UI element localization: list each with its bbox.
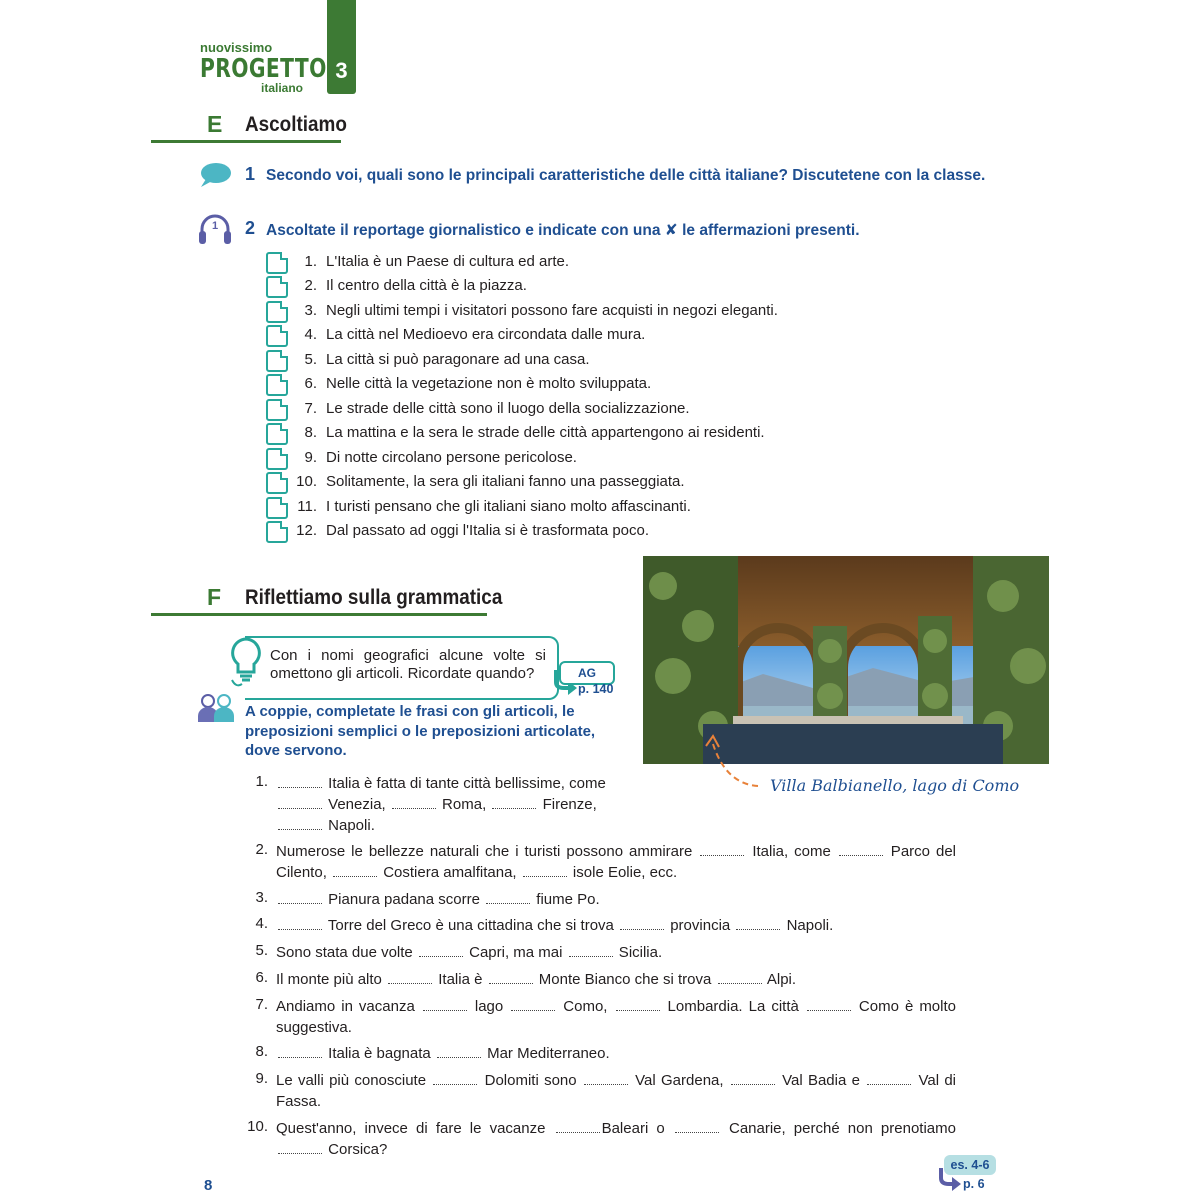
sentence-fragment: Numerose le bellezze naturali che i turisti possono ammirare [276, 843, 699, 860]
exercise-1-number: 1 [245, 164, 256, 184]
blank-field[interactable] [867, 1073, 911, 1085]
sentence-fragment: Corsica? [324, 1141, 388, 1158]
fill-in-sentence [276, 969, 956, 990]
section-f-underline [151, 613, 487, 616]
fill-in-sentence [276, 773, 626, 836]
workbook-exercise-page[interactable]: p. 6 [963, 1177, 985, 1191]
tip-text: Con i nomi geografici alcune volte si omettono gli articoli. Ricordate quando? [270, 647, 546, 682]
headphones-icon [197, 211, 233, 247]
sentence-fragment: Val Badia e [776, 1072, 866, 1089]
sentence-number: 3. [255, 889, 268, 906]
statement-checkbox[interactable] [266, 497, 288, 519]
sentence-fragment: Canarie, perché non prenotiamo [720, 1120, 956, 1137]
statement-text: La mattina e la sera le strade delle città appartengono ai residenti. [326, 424, 765, 441]
sentence-fragment: Capri, ma mai [464, 944, 567, 961]
section-e-letter: E [207, 111, 223, 137]
page-number: 8 [204, 1177, 213, 1194]
statement-number: 12. [296, 522, 317, 539]
sentence-fragment: Italia è [434, 971, 487, 988]
sentence-fragment: Como, [557, 998, 614, 1015]
statement-number: 1. [304, 253, 317, 270]
sentence-fragment: Lombardia. La città [661, 998, 805, 1015]
sentence-number: 4. [255, 915, 268, 932]
statement-checkbox[interactable] [266, 252, 288, 274]
sentence-fragment: Parco del Cilento, [276, 843, 956, 881]
blank-field[interactable] [433, 1073, 477, 1085]
blank-field[interactable] [392, 797, 436, 809]
sentence-fragment: Costiera amalfitana, [379, 864, 521, 881]
blank-field[interactable] [278, 797, 322, 809]
statement-number: 9. [304, 449, 317, 466]
statement-checkbox[interactable] [266, 423, 288, 445]
statement-text: L'Italia è un Paese di cultura ed arte. [326, 253, 570, 270]
fill-in-sentence [276, 996, 956, 1038]
workbook-exercise-badge[interactable]: es. 4-6 [944, 1155, 996, 1175]
exercise-2-number: 2 [245, 218, 256, 238]
section-e-title: Ascoltiamo [245, 113, 347, 136]
villa-balbianello-photo [643, 556, 1049, 764]
exercise-2-text-after: le affermazioni presenti. [682, 222, 860, 239]
sentence-number: 8. [255, 1043, 268, 1060]
statement-number: 6. [304, 375, 317, 392]
blank-field[interactable] [278, 1142, 322, 1154]
statement-number: 4. [304, 326, 317, 343]
blank-field[interactable] [523, 865, 567, 877]
blank-field[interactable] [700, 844, 744, 856]
blank-field[interactable] [333, 865, 377, 877]
statement-text: Nelle città la vegetazione non è molto sviluppata. [326, 375, 652, 392]
sentence-fragment: Andiamo in vacanza [276, 998, 421, 1015]
blank-field[interactable] [486, 892, 530, 904]
blank-field[interactable] [437, 1046, 481, 1058]
statement-text: Le strade delle città sono il luogo della socializzazione. [326, 400, 690, 417]
exercise-instruction: A coppie, completate le frasi con gli articoli, le preposizioni semplici o le preposizioni articolate, dove servono. [245, 703, 596, 759]
blank-field[interactable] [675, 1121, 719, 1133]
sentence-fragment: Baleari o [601, 1120, 673, 1137]
blank-field[interactable] [278, 1046, 322, 1058]
statement-number: 2. [304, 277, 317, 294]
sentence-fragment: provincia [666, 917, 735, 934]
statement-text: La città si può paragonare ad una casa. [326, 351, 590, 368]
statement-number: 7. [304, 400, 317, 417]
grammar-reference-page[interactable]: p. 140 [578, 682, 614, 696]
blank-field[interactable] [278, 892, 322, 904]
sentence-fragment: Torre del Greco è una cittadina che si trova [324, 917, 619, 934]
sentence-fragment: Napoli. [782, 917, 834, 934]
sentence-number: 6. [255, 969, 268, 986]
logo-line2: PROGETTO [200, 54, 327, 84]
sentence-number: 5. [255, 942, 268, 959]
sentence-number: 2. [255, 841, 268, 858]
sentence-fragment: Venezia, [324, 796, 390, 813]
fill-in-sentence [276, 841, 956, 883]
sentence-fragment: Dolomiti sono [479, 1072, 582, 1089]
blank-field[interactable] [492, 797, 536, 809]
sentence-fragment: Roma, [437, 796, 491, 813]
statement-checkbox[interactable] [266, 276, 288, 298]
sentence-number: 1. [255, 773, 268, 790]
blank-field[interactable] [278, 776, 322, 788]
sentence-fragment: Quest'anno, invece di fare le vacanze [276, 1120, 554, 1137]
blank-field[interactable] [556, 1121, 600, 1133]
statement-number: 11. [297, 498, 317, 515]
x-mark: ✘ [664, 222, 678, 239]
sentence-fragment: lago [468, 998, 510, 1015]
statement-checkbox[interactable] [266, 374, 288, 396]
blank-field[interactable] [278, 918, 322, 930]
fill-in-sentence [276, 1043, 956, 1064]
sentence-fragment: Val Gardena, [629, 1072, 729, 1089]
sentence-fragment: Sono stata due volte [276, 944, 417, 961]
fill-in-sentence [276, 915, 956, 936]
blank-field[interactable] [278, 818, 322, 830]
statement-checkbox[interactable] [266, 472, 288, 494]
sentence-number: 7. [255, 996, 268, 1013]
statement-checkbox[interactable] [266, 301, 288, 323]
exercise-1-text: Secondo voi, quali sono le principali caratteristiche delle città italiane? Discutetene con la classe. [266, 167, 986, 184]
sentence-fragment: isole Eolie, ecc. [568, 864, 678, 881]
statement-text: La città nel Medioevo era circondata dalle mura. [326, 326, 646, 343]
sentence-fragment: Pianura padana scorre [324, 891, 485, 908]
sentence-fragment: Sicilia. [614, 944, 663, 961]
fill-in-sentence [276, 1118, 956, 1160]
blank-field[interactable] [839, 844, 883, 856]
statement-checkbox[interactable] [266, 325, 288, 347]
sentence-fragment: fiume Po. [532, 891, 600, 908]
sentence-fragment: Le valli più conosciute [276, 1072, 432, 1089]
blank-field[interactable] [584, 1073, 628, 1085]
blank-field[interactable] [616, 999, 660, 1011]
sentence-fragment: Il monte più alto [276, 971, 387, 988]
blank-field[interactable] [736, 918, 780, 930]
sentence-fragment: Italia è fatta di tante città bellissime, come [324, 775, 606, 792]
statement-checkbox[interactable] [266, 521, 288, 543]
fill-in-sentence [276, 942, 956, 963]
sentence-fragment: Val di Fassa. [276, 1072, 956, 1110]
blank-field[interactable] [511, 999, 555, 1011]
pair-work-icon [196, 692, 236, 724]
statement-checkbox[interactable] [266, 350, 288, 372]
blank-field[interactable] [388, 972, 432, 984]
caption-arrow-icon [700, 734, 762, 790]
statement-checkbox[interactable] [266, 399, 288, 421]
sentence-fragment: Alpi. [763, 971, 797, 988]
blank-field[interactable] [569, 945, 613, 957]
blank-field[interactable] [807, 999, 851, 1011]
statement-number: 3. [304, 302, 317, 319]
sentence-number: 9. [255, 1070, 268, 1087]
grammar-reference-badge[interactable]: AG [559, 661, 615, 685]
blank-field[interactable] [489, 972, 533, 984]
volume-tab [327, 0, 356, 94]
statement-text: Solitamente, la sera gli italiani fanno una passeggiata. [326, 473, 685, 490]
speech-bubble-icon [198, 162, 232, 188]
blank-field[interactable] [731, 1073, 775, 1085]
logo-line3: italiano [261, 81, 304, 95]
volume-number: 3 [335, 58, 348, 83]
statement-text: Dal passato ad oggi l'Italia si è trasformata poco. [326, 522, 650, 539]
blank-field[interactable] [419, 945, 463, 957]
statement-text: Il centro della città è la piazza. [326, 277, 527, 294]
section-f-title: Riflettiamo sulla grammatica [245, 586, 503, 609]
statement-number: 10. [296, 473, 317, 490]
sentence-fragment: Italia, come [746, 843, 837, 860]
section-f-letter: F [207, 584, 222, 610]
statement-number: 8. [304, 424, 317, 441]
blank-field[interactable] [620, 918, 664, 930]
sentence-fragment: Como è molto suggestiva. [276, 998, 956, 1036]
blank-field[interactable] [423, 999, 467, 1011]
statement-text: Negli ultimi tempi i visitatori possono fare acquisti in negozi eleganti. [326, 302, 778, 319]
sentence-fragment: Mar Mediterraneo. [482, 1045, 610, 1062]
sentence-fragment: Napoli. [324, 817, 375, 834]
statement-text: I turisti pensano che gli italiani siano molto affascinanti. [326, 498, 691, 515]
sentence-fragment: Firenze, [538, 796, 597, 813]
sentence-number: 10. [247, 1118, 268, 1135]
photo-caption: Villa Balbianello, lago di Como [770, 776, 1020, 795]
statement-number: 5. [304, 351, 317, 368]
sentence-fragment: Italia è bagnata [324, 1045, 435, 1062]
fill-in-sentence [276, 889, 956, 910]
blank-field[interactable] [718, 972, 762, 984]
statement-text: Di notte circolano persone pericolose. [326, 449, 577, 466]
fill-in-sentence [276, 1070, 956, 1112]
logo-line1: nuovissimo [200, 40, 273, 55]
audio-track-number: 1 [211, 220, 219, 232]
exercise-2-text [266, 221, 860, 240]
statement-checkbox[interactable] [266, 448, 288, 470]
sentence-fragment: Monte Bianco che si trova [534, 971, 716, 988]
exercise-2-text-before: Ascoltate il reportage giornalistico e indicate con una [266, 222, 661, 239]
section-e-underline [151, 140, 341, 143]
